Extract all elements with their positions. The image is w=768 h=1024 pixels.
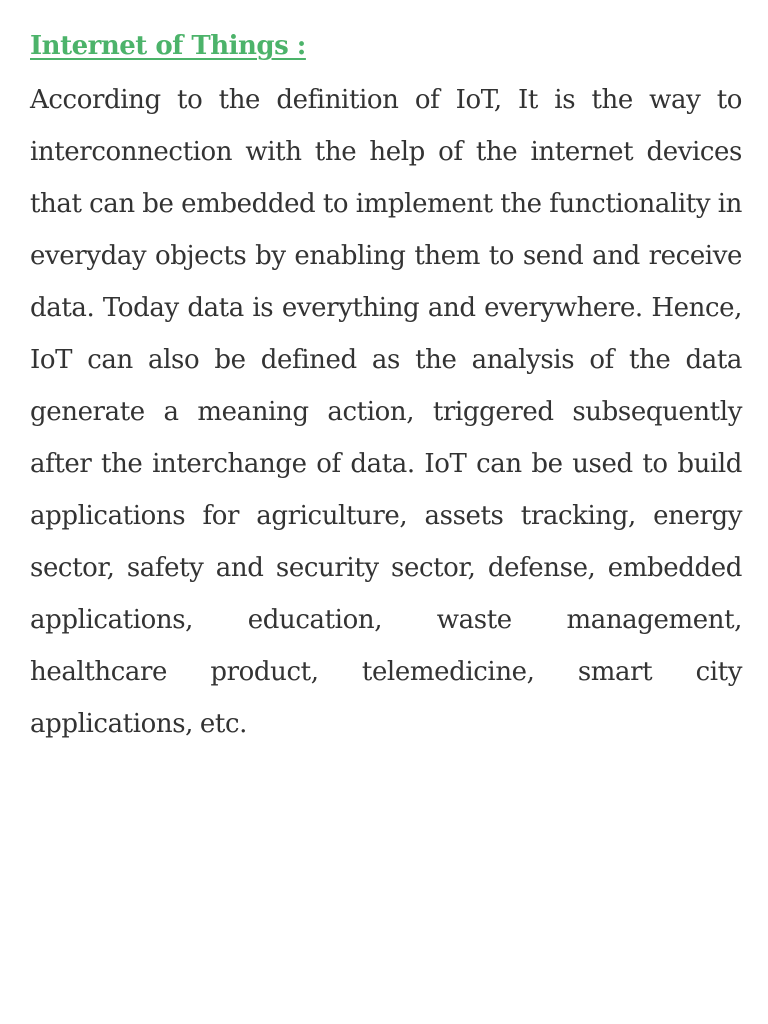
article bbox=[30, 22, 742, 750]
article-title[interactable]: Internet of Things : bbox=[30, 31, 306, 61]
article-body: According to the definition of IoT, It is the way to interconnection with the help of the internet devices that can be embedded to implement the functionality in everyday objects by enabling them to send and receive data. Today data is everything and everywhere. Hence, IoT can also be defined as the analysis of the data generate a meaning action, triggered subsequently after the interchange of data. IoT can be used to build applications for agriculture, assets tracking, energy sector, safety and security sector, defense, embedded applications, education, waste management, healthcare product, telemedicine, smart city applications, etc. bbox=[30, 85, 742, 739]
